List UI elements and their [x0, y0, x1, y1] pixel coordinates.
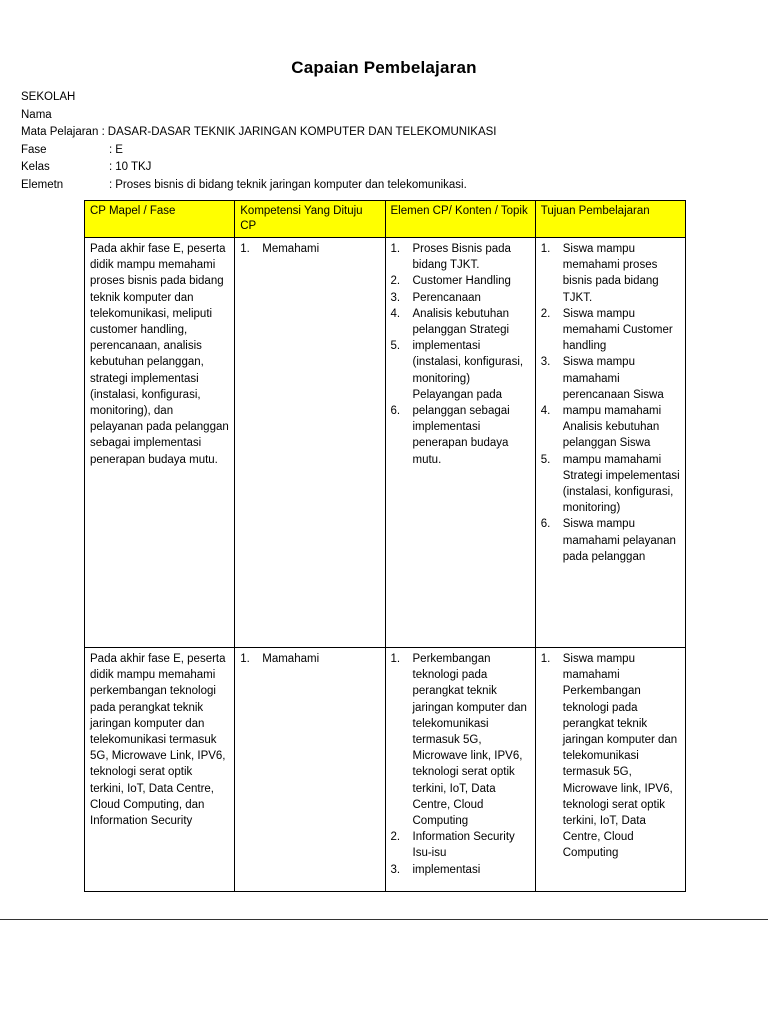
fase-row [21, 142, 497, 160]
list-item [541, 306, 680, 355]
list-item [391, 829, 530, 861]
kelas-value: 10 TKJ [115, 161, 152, 173]
list-item-text: Customer Handling [412, 275, 511, 288]
fase-label: Fase [21, 143, 47, 156]
list-item-text: Siswa mampu memahami Customer handling [562, 307, 673, 353]
tujuan-list [541, 241, 680, 565]
list-item-number: 1. [540, 653, 551, 665]
list-item-text: pelanggan sebagai implementasi penerapan budaya mutu. [412, 405, 510, 466]
list-item-number: 2. [540, 307, 551, 320]
page-title: Capaian Pembelajaran [291, 58, 477, 77]
list-item-text: Siswa mampu mamahami Perkembangan teknologi pada perangkat teknik jaringan komputer dan telekomunikasi termasuk 5G, Microwave link, IPV6, teknologi serat optik terkini, IoT, Data Centre, Cloud Computing [562, 653, 678, 860]
list-item-number: 6. [390, 405, 401, 418]
mata-pelajaran-value: DASAR-DASAR TEKNIK JARINGAN KOMPUTER DAN TELEKOMUNIKASI [107, 126, 497, 138]
list-item-number: 3. [540, 356, 551, 369]
nama-label: Nama [21, 108, 52, 121]
colon: : [109, 143, 113, 156]
mata-pelajaran-label: Mata Pelajaran [21, 126, 99, 138]
list-item [541, 241, 680, 306]
list-item-number: 1. [390, 653, 401, 665]
header-elemen: Elemen CP/ Konten / Topik [385, 201, 535, 238]
elemen-cell [385, 238, 535, 648]
sekolah-label: SEKOLAH [21, 91, 76, 103]
list-item-text: Perencanaan [412, 291, 481, 304]
list-item [391, 862, 530, 878]
elemen-list [391, 651, 530, 878]
list-item-number: 1. [240, 653, 250, 665]
list-item-number: 5. [540, 453, 551, 466]
learning-outcomes-table [84, 200, 686, 892]
list-item-text: Siswa mampu mamahami pelayanan pada pelanggan [562, 518, 676, 563]
header-tujuan: Tujuan Pembelajaran [535, 201, 685, 238]
list-item-text: Memahami [262, 243, 320, 255]
list-item-text: Siswa mampu memahami proses bisnis pada bidang TJKT. [562, 243, 659, 304]
list-item-number: 6. [540, 518, 551, 531]
list-item-number: 1. [390, 243, 401, 255]
list-item-number: 4. [390, 307, 401, 320]
kelas-label: Kelas [21, 161, 50, 173]
list-item-number: 2. [390, 275, 401, 288]
list-item [541, 516, 680, 565]
list-item-text: implementasi (instalasi, konfigurasi, monitoring) Pelayangan pada [412, 340, 524, 401]
list-item [391, 241, 530, 273]
list-item-text: implementasi [412, 863, 481, 876]
list-item [240, 651, 379, 667]
list-item-text: Analisis kebutuhan pelanggan Strategi [412, 307, 510, 337]
tujuan-cell [535, 238, 685, 648]
list-item-text: mampu mamahami Analisis kebutuhan pelanggan Siswa [562, 405, 662, 450]
identity-block [21, 89, 497, 194]
fase-value: E [115, 143, 123, 156]
nama-row [21, 107, 497, 125]
mata-pelajaran-row [21, 124, 497, 142]
list-item-text: mampu mamahami Strategi impelementasi (instalasi, konfigurasi, monitoring) [562, 453, 680, 515]
tujuan-cell [535, 648, 685, 892]
list-item [541, 354, 680, 403]
list-item [391, 273, 530, 289]
elemen-list [391, 241, 530, 468]
elemen-label: Elemetn [21, 178, 64, 191]
list-item-number: 1. [240, 243, 250, 255]
header-kompetensi: Kompetensi Yang Dituju CP [235, 201, 385, 238]
list-item-number: 5. [390, 340, 401, 353]
list-item-text: Mamahami [262, 653, 320, 665]
table-header-row [85, 201, 686, 238]
list-item-number: 3. [390, 863, 401, 876]
kelas-row [21, 159, 497, 177]
colon: : [101, 126, 105, 138]
elemen-cell [385, 648, 535, 892]
sekolah-row [21, 89, 497, 107]
kompetensi-list [240, 241, 379, 257]
elemen-value: Proses bisnis di bidang teknik jaringan komputer dan telekomunikasi. [115, 178, 467, 191]
list-item [541, 403, 680, 452]
page-divider [0, 919, 768, 920]
list-item-text: Proses Bisnis pada bidang TJKT. [412, 243, 511, 272]
colon: : [109, 178, 113, 191]
list-item-number: 3. [390, 291, 401, 304]
list-item [541, 651, 680, 862]
table-row [85, 648, 686, 892]
table-row [85, 238, 686, 648]
list-item-number: 4. [540, 405, 551, 418]
list-item [391, 651, 530, 829]
list-item-number: 1. [540, 243, 551, 255]
kompetensi-cell [235, 648, 385, 892]
kompetensi-list [240, 651, 379, 667]
colon: : [109, 161, 113, 173]
list-item-text: Information Security Isu-isu [412, 831, 515, 860]
list-item [391, 290, 530, 306]
list-item-text: Perkembangan teknologi pada perangkat teknik jaringan komputer dan telekomunikasi termasuk 5G, Microwave link, IPV6, teknologi serat optik terkini, IoT, Data Centre, Cloud Computing [412, 653, 527, 828]
list-item [391, 338, 530, 403]
header-cp-mapel: CP Mapel / Fase [85, 201, 235, 238]
list-item-number: 2. [390, 831, 401, 844]
cp-cell: Pada akhir fase E, peserta didik mampu memahami perkembangan teknologi pada perangkat teknik jaringan komputer dan telekomunikasi termasuk 5G, Microwave Link, IPV6, teknologi serat optik terkini, IoT, Data Centre, Cloud Computing, dan Information Security [85, 648, 235, 892]
elemen-row [21, 177, 497, 195]
list-item [391, 306, 530, 338]
list-item [391, 403, 530, 468]
list-item-text: Siswa mampu mamahami perencanaan Siswa [562, 356, 664, 401]
list-item [240, 241, 379, 257]
cp-cell: Pada akhir fase E, peserta didik mampu memahami proses bisnis pada bidang teknik komputer dan telekomunikasi, meliputi customer handling, perencanaan, analisis kebutuhan pelanggan, strategi implementasi (instalasi, konfigurasi, monitoring), dan pelayanan pada pelanggan sebagai implementasi penerapan budaya mutu. [85, 238, 235, 648]
kompetensi-cell [235, 238, 385, 648]
list-item [541, 452, 680, 517]
tujuan-list [541, 651, 680, 862]
